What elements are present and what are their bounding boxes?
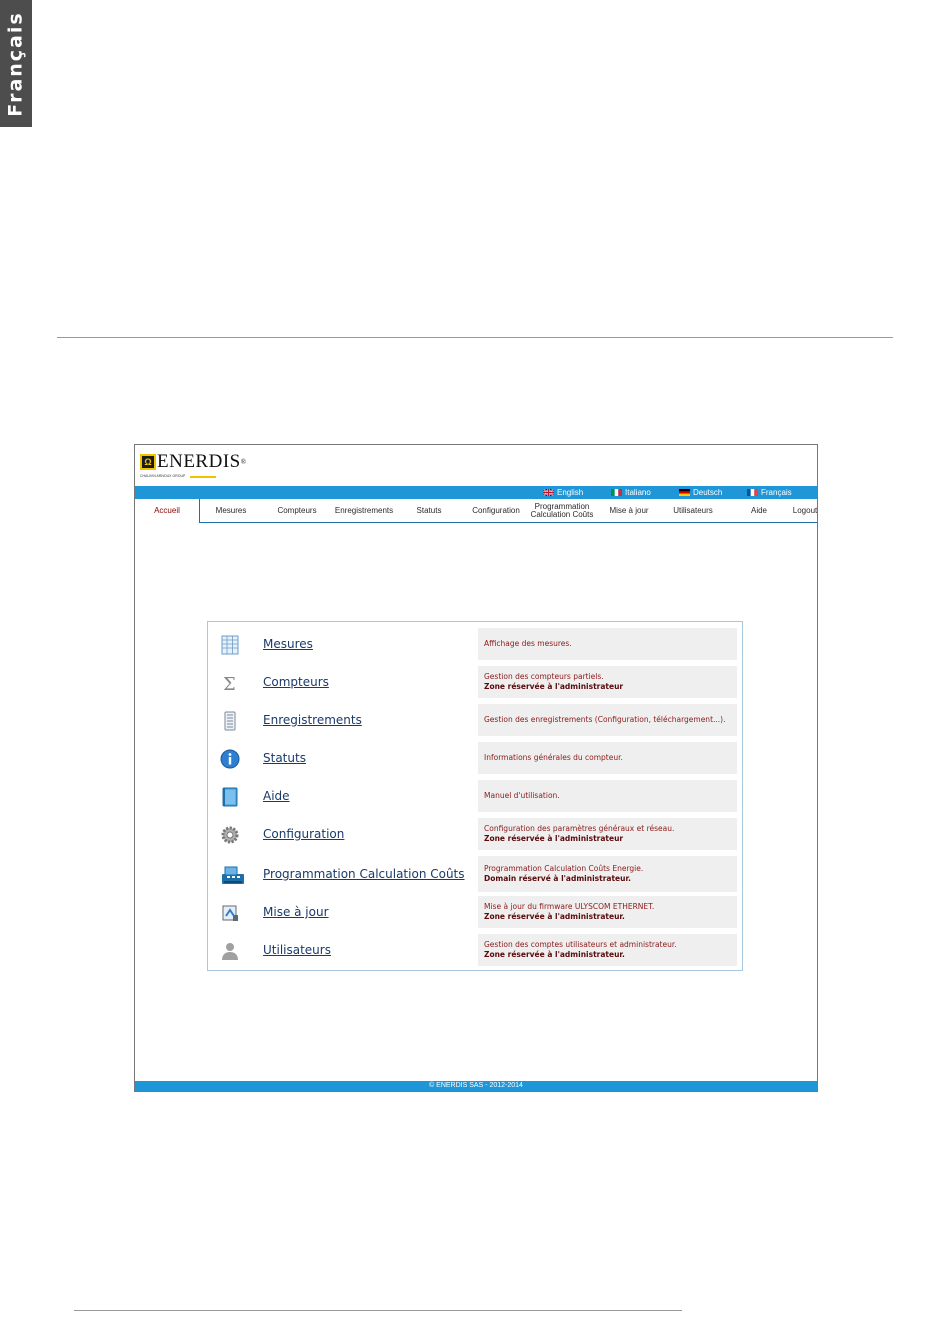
menu-desc-mesures <box>478 628 737 660</box>
nav-mesures[interactable]: Mesures <box>215 505 247 515</box>
cash-register-icon <box>220 864 246 886</box>
language-bar <box>135 486 817 499</box>
logo-mark-icon: Ω <box>140 454 156 470</box>
lang-english[interactable] <box>543 488 583 497</box>
home-menu <box>207 621 743 971</box>
logo-underline <box>190 476 216 478</box>
menu-link-aide[interactable]: Aide <box>263 789 290 803</box>
uk-flag-icon <box>543 489 554 496</box>
menu-row-configuration <box>208 818 744 850</box>
menu-row-mise-a-jour <box>208 896 744 928</box>
nav-mise-a-jour[interactable]: Mise à jour <box>609 505 649 515</box>
menu-row-compteurs <box>208 666 744 698</box>
menu-row-utilisateurs <box>208 934 744 966</box>
desc-text: Gestion des comptes utilisateurs et administrateur. <box>484 940 677 949</box>
menu-desc-programmation <box>478 856 737 892</box>
germany-flag-icon <box>679 489 690 496</box>
nav-logout[interactable]: Logout <box>792 505 818 515</box>
menu-desc-configuration <box>478 818 737 850</box>
menu-desc-aide <box>478 780 737 812</box>
menu-desc-utilisateurs <box>478 934 737 966</box>
nav-configuration[interactable]: Configuration <box>472 505 520 515</box>
nav-statuts[interactable]: Statuts <box>416 505 442 515</box>
france-flag-icon <box>747 489 758 496</box>
update-icon <box>220 903 240 923</box>
menu-row-aide <box>208 780 744 812</box>
menu-link-enregistrements[interactable]: Enregistrements <box>263 713 362 727</box>
desc-text: Affichage des mesures. <box>484 639 572 648</box>
menu-desc-mise-a-jour <box>478 896 737 928</box>
nav-programmation[interactable]: Programmation Calculation Coûts <box>530 501 594 519</box>
top-divider <box>57 337 893 338</box>
lang-francais-label: Français <box>761 488 792 497</box>
desc-admin: Domain réservé à l'administrateur. <box>484 874 631 883</box>
book-icon <box>220 787 240 807</box>
nav-accueil[interactable]: Accueil <box>135 499 200 523</box>
menu-link-mise-a-jour[interactable]: Mise à jour <box>263 905 329 919</box>
menu-link-utilisateurs[interactable]: Utilisateurs <box>263 943 331 957</box>
menu-link-mesures[interactable]: Mesures <box>263 637 313 651</box>
logo-text: ENERDIS <box>157 451 241 472</box>
desc-text: Programmation Calculation Coûts Energie. <box>484 864 644 873</box>
document-list-icon <box>220 711 240 731</box>
gear-icon <box>220 825 240 845</box>
desc-text: Configuration des paramètres généraux et réseau. <box>484 824 675 833</box>
nav-aide[interactable]: Aide <box>750 505 767 515</box>
table-icon <box>220 635 240 655</box>
language-side-tab <box>0 0 32 127</box>
menu-link-compteurs[interactable]: Compteurs <box>263 675 329 689</box>
lang-english-label: English <box>557 488 584 497</box>
menu-link-statuts[interactable]: Statuts <box>263 751 306 765</box>
lang-francais[interactable] <box>747 488 792 497</box>
sigma-icon <box>220 673 240 693</box>
desc-admin: Zone réservée à l'administrateur. <box>484 912 625 921</box>
lang-italiano[interactable] <box>611 488 651 497</box>
nav-enregistrements[interactable]: Enregistrements <box>334 505 394 515</box>
info-icon <box>220 749 240 769</box>
nav-compteurs[interactable]: Compteurs <box>277 505 317 515</box>
desc-admin: Zone réservée à l'administrateur <box>484 834 624 843</box>
menu-row-enregistrements <box>208 704 744 736</box>
logo-registered: ® <box>240 458 247 466</box>
desc-text: Manuel d'utilisation. <box>484 791 560 800</box>
italy-flag-icon <box>611 489 622 496</box>
lang-deutsch[interactable] <box>679 488 722 497</box>
logo-subtitle: CHAUVIN ARNOUX GROUP <box>140 474 186 478</box>
enerdis-logo <box>140 452 247 482</box>
menu-link-programmation[interactable]: Programmation Calculation Coûts <box>263 867 465 881</box>
menu-desc-compteurs <box>478 666 737 698</box>
menu-desc-enregistrements <box>478 704 737 736</box>
app-screenshot <box>134 444 818 1092</box>
menu-desc-statuts <box>478 742 737 774</box>
lang-italiano-label: Italiano <box>625 488 651 497</box>
lang-deutsch-label: Deutsch <box>693 488 723 497</box>
desc-admin: Zone réservée à l'administrateur. <box>484 950 625 959</box>
user-icon <box>220 941 240 961</box>
main-nav <box>135 499 817 523</box>
bottom-divider <box>74 1310 682 1311</box>
desc-text: Gestion des compteurs partiels. <box>484 672 604 681</box>
svg-text:Σ: Σ <box>223 674 236 693</box>
menu-row-programmation <box>208 856 744 892</box>
desc-admin: Zone réservée à l'administrateur <box>484 682 624 691</box>
menu-row-mesures <box>208 628 744 660</box>
desc-text: Gestion des enregistrements (Configuration, téléchargement...). <box>484 715 726 724</box>
side-tab-label: Français <box>5 10 28 117</box>
menu-row-statuts <box>208 742 744 774</box>
desc-text: Informations générales du compteur. <box>484 753 623 762</box>
menu-link-configuration[interactable]: Configuration <box>263 827 345 841</box>
nav-utilisateurs[interactable]: Utilisateurs <box>673 505 713 515</box>
app-footer: © ENERDIS SAS - 2012-2014 <box>135 1081 817 1091</box>
desc-text: Mise à jour du firmware ULYSCOM ETHERNET. <box>484 902 655 911</box>
